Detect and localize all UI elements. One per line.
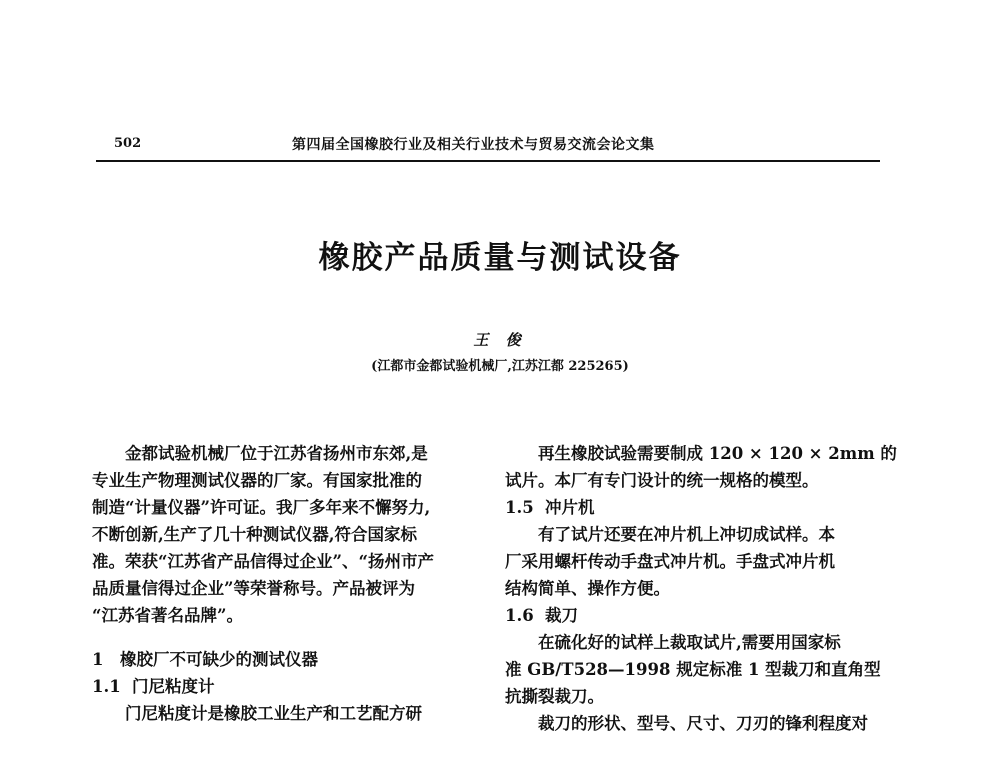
section-number: 1.6 xyxy=(505,606,534,625)
section-number: 1 xyxy=(92,650,104,669)
paragraph-line: 门尼粘度计是橡胶工业生产和工艺配方研 xyxy=(125,704,422,723)
paragraph-line: “江苏省著名品牌”。 xyxy=(92,606,243,625)
section-title: 裁刀 xyxy=(545,606,578,625)
paragraph-line: 品质量信得过企业”等荣誉称号。产品被评为 xyxy=(92,579,415,598)
paragraph-line: 在硫化好的试样上裁取试片,需要用国家标 xyxy=(538,633,841,652)
page-number: 502 xyxy=(114,136,142,151)
paragraph-line: 厂采用螺杆传动手盘式冲片机。手盘式冲片机 xyxy=(505,552,835,571)
paragraph-line: 不断创新,生产了几十种测试仪器,符合国家标 xyxy=(92,525,417,544)
subsection-heading xyxy=(505,602,905,629)
subsection-heading xyxy=(92,673,492,700)
running-header xyxy=(96,130,880,162)
paragraph-line: 再生橡胶试验需要制成 120 × 120 × 2mm 的 xyxy=(538,444,897,463)
paper-title: 橡胶产品质量与测试设备 xyxy=(318,240,682,276)
paragraph-line: 专业生产物理测试仪器的厂家。有国家批准的 xyxy=(92,471,422,490)
paragraph-line: 裁刀的形状、型号、尺寸、刀刃的锋利程度对 xyxy=(538,714,868,733)
section-number: 1.1 xyxy=(92,677,121,696)
paragraph-line: 试片。本厂有专门设计的统一规格的模型。 xyxy=(505,471,819,490)
paragraph-line: 结构简单、操作方便。 xyxy=(505,579,670,598)
left-column xyxy=(92,440,492,727)
section-heading xyxy=(92,646,492,673)
subsection-heading xyxy=(505,494,905,521)
paragraph-line: 准。荣获“江苏省产品信得过企业”、“扬州市产 xyxy=(92,552,434,571)
author-name: 王 俊 xyxy=(473,331,527,349)
section-title: 橡胶厂不可缺少的测试仪器 xyxy=(120,650,318,669)
paragraph-line: 金都试验机械厂位于江苏省扬州市东郊,是 xyxy=(125,444,428,463)
right-column xyxy=(505,440,905,737)
journal-title: 第四届全国橡胶行业及相关行业技术与贸易交流会论文集 xyxy=(292,137,655,153)
paragraph-line: 准 GB/T528—1998 规定标准 1 型裁刀和直角型 xyxy=(505,660,881,679)
paragraph-line: 制造“计量仪器”许可证。我厂多年来不懈努力, xyxy=(92,498,431,517)
section-title: 冲片机 xyxy=(545,498,595,517)
paragraph-line: 抗撕裂裁刀。 xyxy=(505,687,604,706)
section-title: 门尼粘度计 xyxy=(132,677,215,696)
section-number: 1.5 xyxy=(505,498,534,517)
author-affiliation: (江都市金都试验机械厂,江苏江都 225265) xyxy=(371,359,629,374)
paragraph-line: 有了试片还要在冲片机上冲切成试样。本 xyxy=(538,525,835,544)
